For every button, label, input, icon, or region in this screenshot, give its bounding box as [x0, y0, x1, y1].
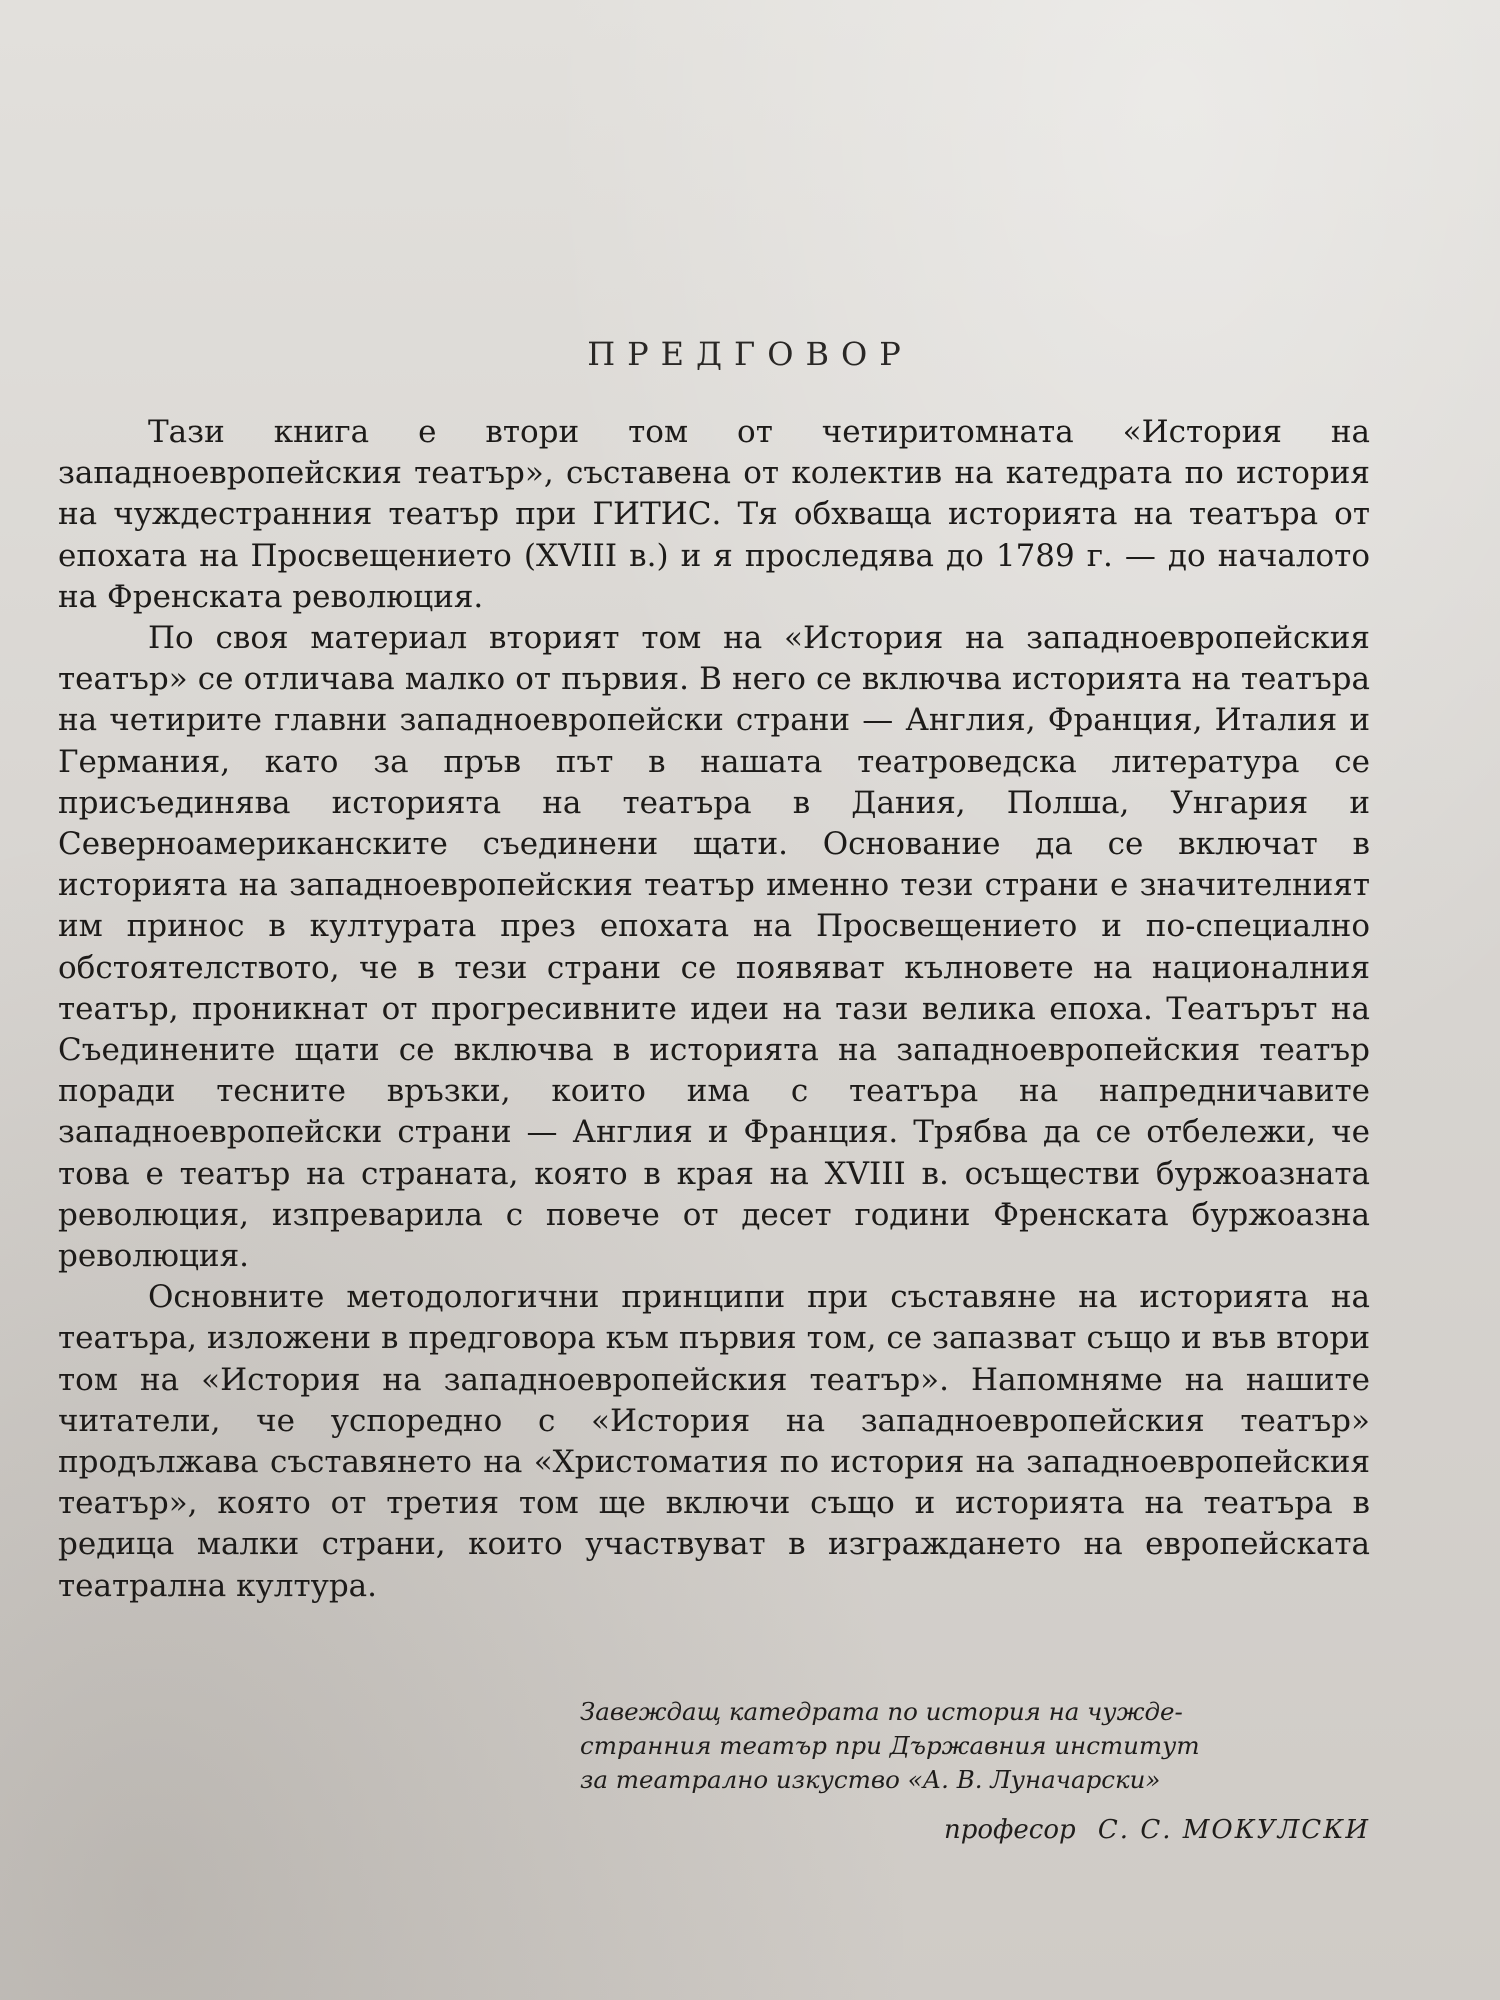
author-role: професор [944, 1815, 1076, 1845]
signature-block [580, 1695, 1370, 1797]
paragraph-3: Основните методологични принципи при съставяне на историята на театъра, изложени в предговора към първия том, се запазват също и във втори том на «История на западноевропейския театър». Напомняме на нашите читатели, че успоредно с «История на западноевропейския театър» продължава съставянето на «Христоматия по история на западноевропейския театър», която от третия том ще включи също и историята на театъра в редица малки страни, които участвуват в изграждането на европейската театрална култура. [58, 1279, 1370, 1604]
author-line [944, 1815, 1370, 1845]
preface-body [58, 412, 1370, 1607]
author-name: С. С. МОКУЛСКИ [1097, 1815, 1370, 1845]
paragraph-2: По своя материал вторият том на «История на западноевропейския театър» се отличава малко от първия. В него се включва историята на театъра на четирите главни западноевропейски страни — Англия, Франция, Италия и Германия, като за пръв път в нашата театроведска литература се присъединява историята на театъра в Дания, Полша, Унгария и Северноамериканските съединени щати. Основание да се включат в историята на западноевропейския театър именно тези страни е значителният им принос в културата през епохата на Просвещението и по-специално обстоятелството, че в тези страни се появяват кълновете на националния театър, проникнат от прогресивните идеи на тази велика епоха. Театърът на Съединените щати се включва в историята на западноевропейския театър поради тесните връзки, които има с театъра на напредничавите западноевропейски страни — Англия и Франция. Трябва да се отбележи, че това е театър на страната, която в края на XVIII в. осъществи буржоазната революция, изпреварила с повече от десет години Френската буржоазна революция. [58, 620, 1370, 1275]
signature-line: Завеждащ катедрата по история на чужде- [580, 1697, 1183, 1726]
signature-line: странния театър при Държавния институт [580, 1731, 1200, 1760]
page-title: ПРЕДГОВОР [587, 335, 913, 373]
paragraph-1: Тази книга е втори том от четиритомната «История на западноевропейския театър», съставена от колектив на катедрата по история на чуждестранния театър при ГИТИС. Тя обхваща историята на театъра от епохата на Просвещението (XVIII в.) и я проследява до 1789 г. — до началото на Френската революция. [58, 414, 1370, 615]
signature-line: за театрално изкуство «А. В. Луначарски» [580, 1765, 1161, 1794]
